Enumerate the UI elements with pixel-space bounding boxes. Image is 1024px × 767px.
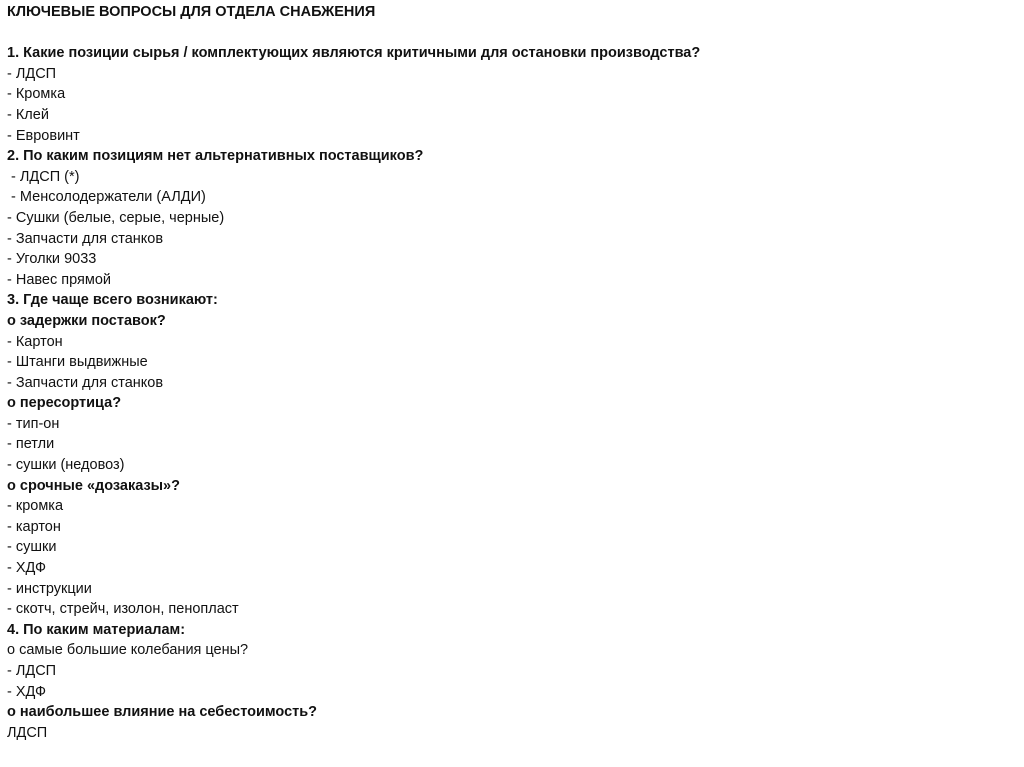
list-item: - ЛДСП [7,65,57,82]
list-item: - тип-он [7,415,60,432]
list-item: - Запчасти для станков [7,374,164,391]
list-item: - сушки [7,539,57,556]
list-item: - Штанги выдвижные [7,354,148,371]
list-item: - Картон [7,333,63,350]
question-heading: 3. Где чаще всего возникают: [7,292,218,309]
list-item: - инструкции [7,580,92,597]
page-title: КЛЮЧЕВЫЕ ВОПРОСЫ ДЛЯ ОТДЕЛА СНАБЖЕНИЯ [7,4,376,20]
list-item: - сушки (недовоз) [7,457,125,474]
list-item: - петли [7,436,55,453]
list-item: - Навес прямой [7,271,112,288]
sub-question: o срочные «дозаказы»? [7,477,180,494]
list-item: - Уголки 9033 [7,251,97,268]
list-item: - ЛДСП [7,663,57,679]
list-item: - картон [7,518,61,535]
question-heading: 2. По каким позициям нет альтернативных поставщиков? [7,148,424,165]
question-heading: 1. Какие позиции сырья / комплектующих являются критичными для остановки производства? [7,45,701,62]
question-heading: 4. По каким материалам: [7,621,186,638]
list-item: - ХДФ [7,560,47,577]
list-item: - Менсолодержатели (АЛДИ) [7,189,206,206]
sub-question: o самые большие колебания цены? [7,642,249,659]
list-item: - Евровинт [7,127,80,144]
list-item: - ЛДСП (*) [7,168,80,185]
sub-question: o задержки поставок? [7,312,166,329]
list-item: - Кромка [7,86,66,103]
list-item: - Запчасти для станков [7,230,164,247]
document-body [7,43,1007,743]
sub-question: o пересортица? [7,395,122,412]
blank-line [7,23,1007,44]
document-page [7,2,1007,743]
list-item: - Клей [7,106,49,123]
sub-question: o наибольшее влияние на себестоимость? [7,704,318,721]
list-item: - ХДФ [7,683,47,700]
list-item: - скотч, стрейч, изолон, пенопласт [7,601,239,618]
text-line: ЛДСП [7,724,48,741]
list-item: - Сушки (белые, серые, черные) [7,209,225,226]
list-item: - кромка [7,498,64,515]
